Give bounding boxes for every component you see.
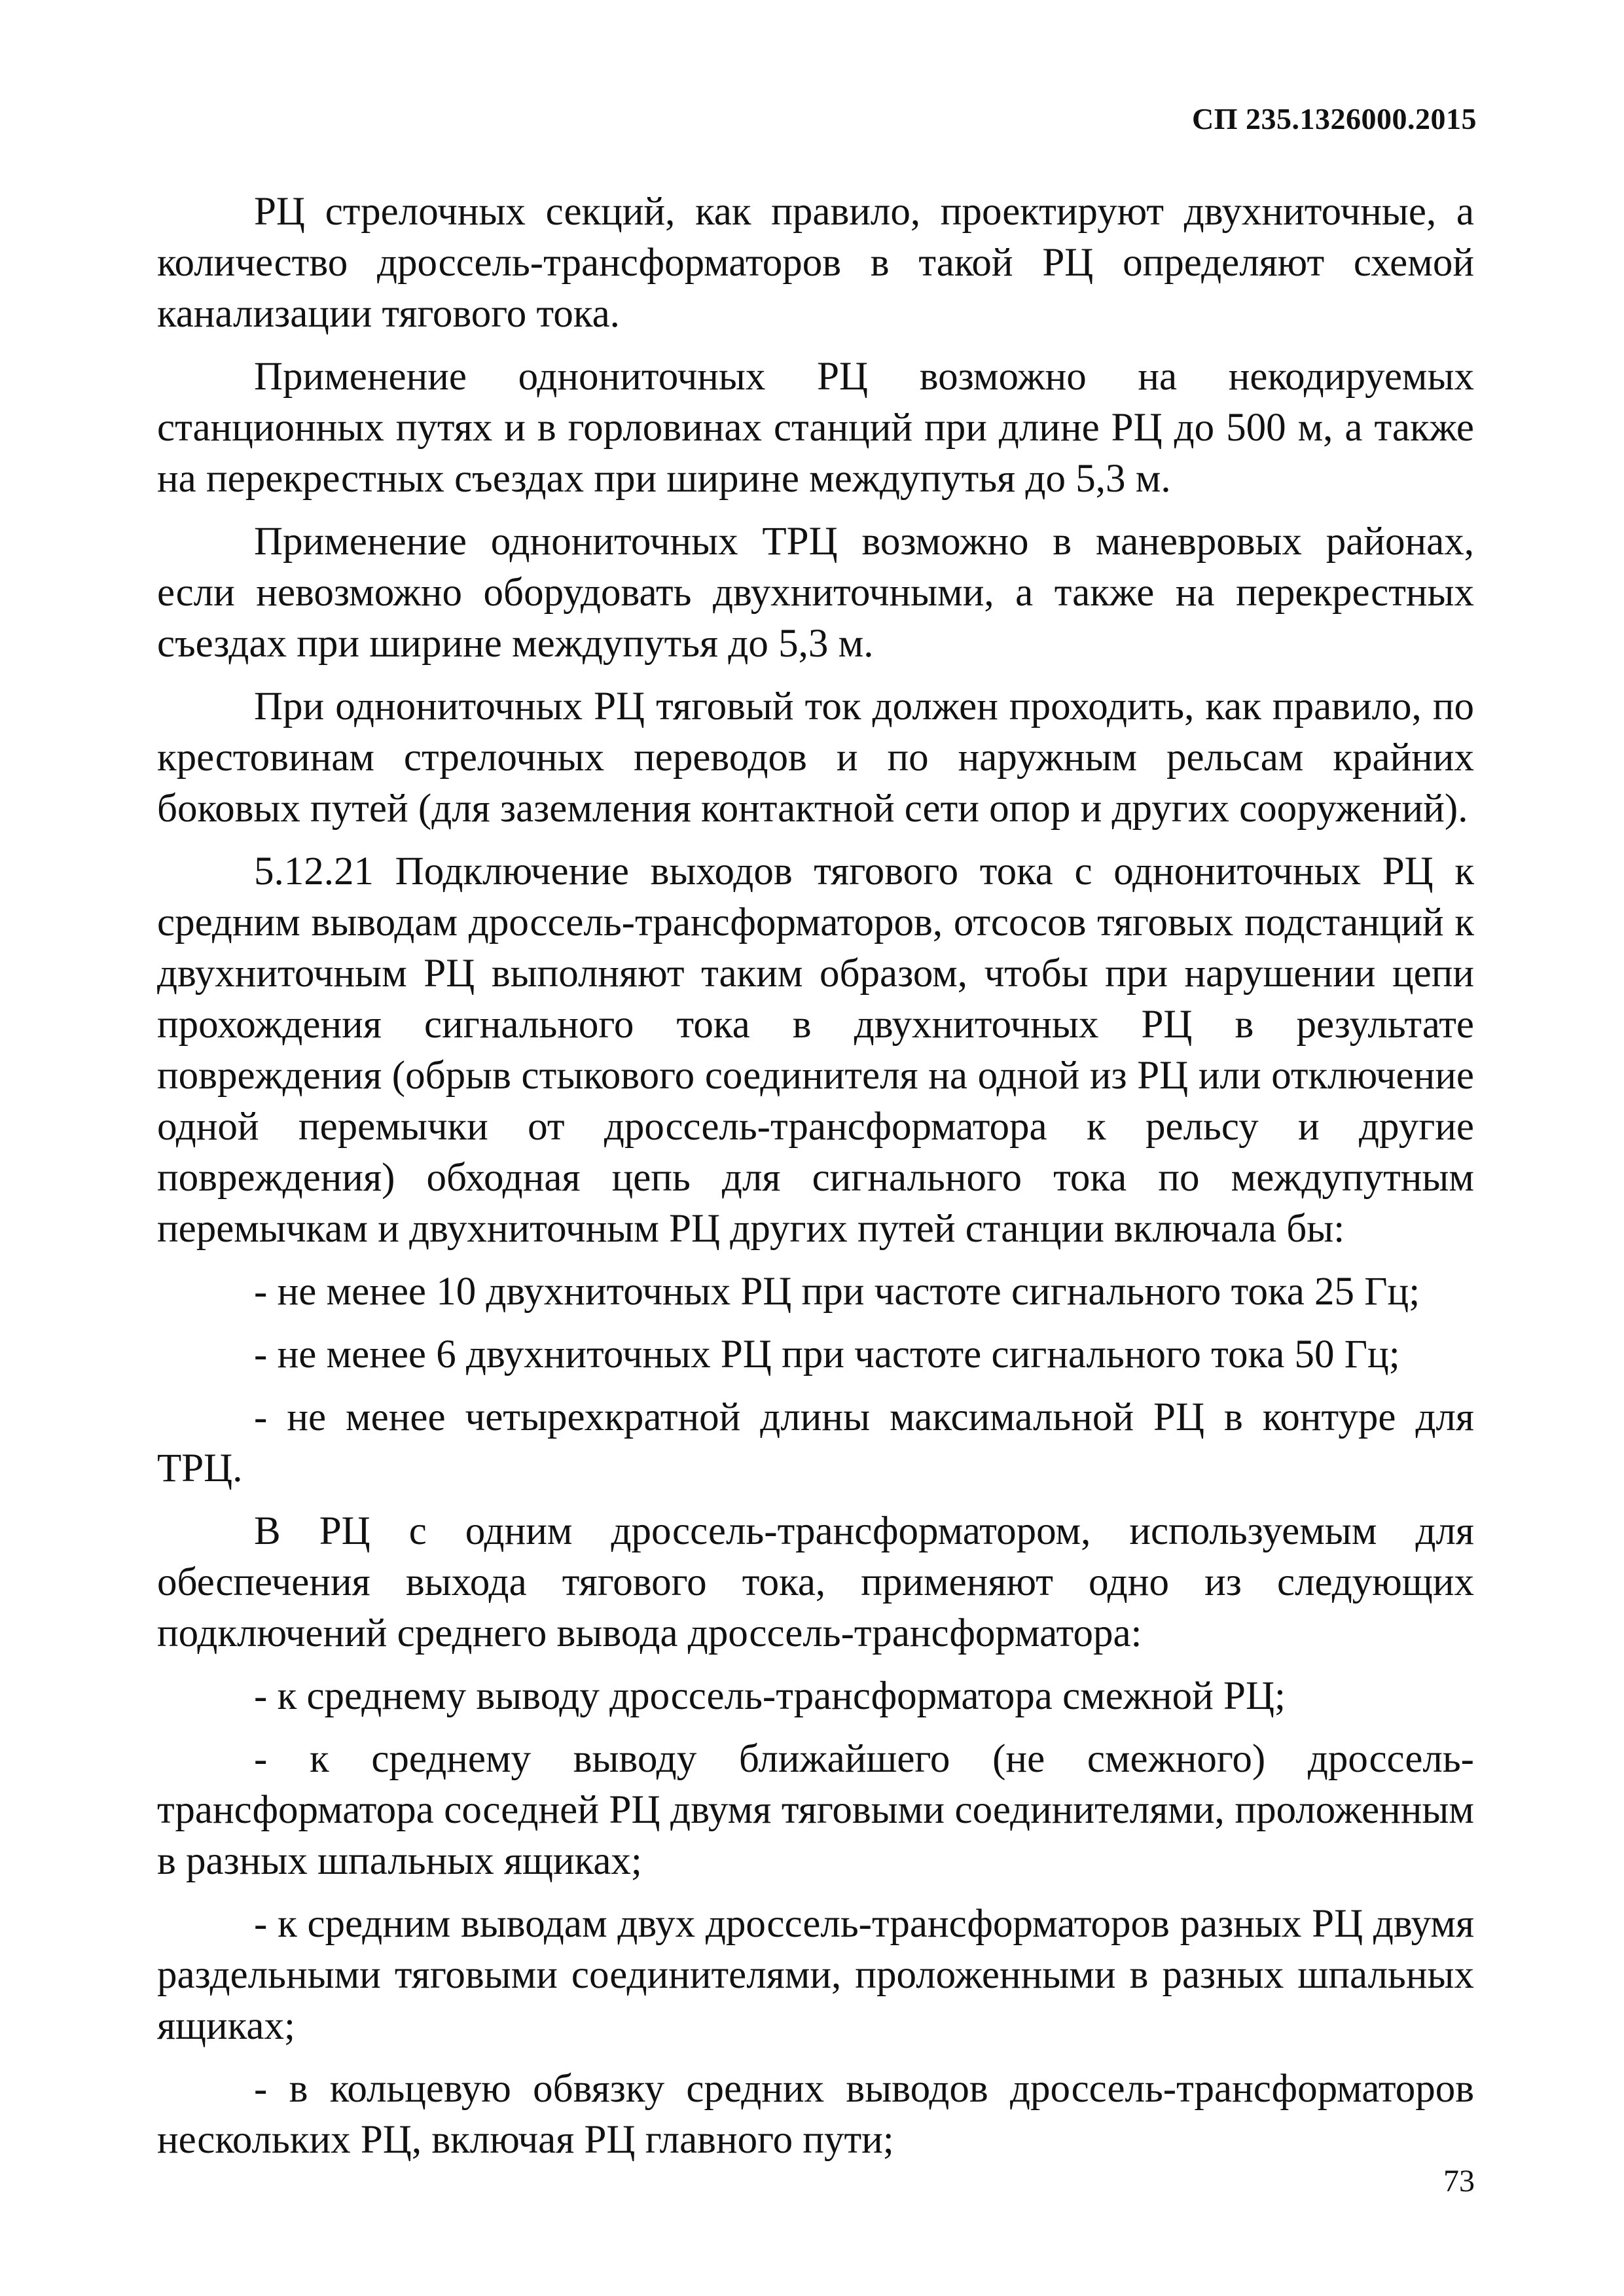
- document-code-header: СП 235.1326000.2015: [1192, 102, 1477, 135]
- list-item-5: - к среднему выводу ближайшего (не смежного) дроссель-трансформатора соседней РЦ двумя тяговыми соединителями, проложенным в разных шпальных ящиках;: [157, 1737, 1474, 1883]
- document-body: [157, 187, 1474, 2178]
- list-item-1: - не менее 10 двухниточных РЦ при частоте сигнального тока 25 Гц;: [254, 1270, 1420, 1314]
- paragraph-2: Применение однониточных РЦ возможно на некодируемых станционных путях и в горловинах станций при длине РЦ до 500 м, а также на перекрестных съездах при ширине междупутья до 5,3 м.: [157, 355, 1474, 501]
- list-item-7: - в кольцевую обвязку средних выводов дроссель-трансформаторов нескольких РЦ, включая РЦ главного пути;: [157, 2067, 1474, 2162]
- paragraph-1: РЦ стрелочных секций, как правило, проектируют двухниточные, а количество дроссель-трансформаторов в такой РЦ определяют схемой канализации тягового тока.: [157, 190, 1474, 336]
- paragraph-3: Применение однониточных ТРЦ возможно в маневровых районах, если невозможно оборудовать двухниточными, а также на перекрестных съездах при ширине междупутья до 5,3 м.: [157, 520, 1474, 666]
- list-item-6: - к средним выводам двух дроссель-трансформаторов разных РЦ двумя раздельными тяговыми соединителями, проложенными в разных шпальных ящиках;: [157, 1902, 1474, 2048]
- list-item-2: - не менее 6 двухниточных РЦ при частоте сигнального тока 50 Гц;: [254, 1333, 1400, 1376]
- paragraph-6: В РЦ с одним дроссель-трансформатором, используемым для обеспечения выхода тягового тока, применяют одно из следующих подключений среднего вывода дроссель-трансформатора:: [157, 1509, 1474, 1655]
- paragraph-5-12-21: 5.12.21 Подключение выходов тягового тока с однониточных РЦ к средним выводам дроссель-трансформаторов, отсосов тяговых подстанций к двухниточным РЦ выполняют таким образом, чтобы при нарушении цепи прохождения сигнального тока в двухниточных РЦ в результате повреждения (обрыв стыкового соединителя на одной из РЦ или отключение одной перемычки от дроссель-трансформатора к рельсу и другие повреждения) обходная цепь для сигнального тока по междупутным перемычкам и двухниточным РЦ других путей станции включала бы:: [157, 850, 1474, 1251]
- page-number: 73: [1443, 2164, 1475, 2198]
- list-item-4: - к среднему выводу дроссель-трансформатора смежной РЦ;: [254, 1674, 1286, 1718]
- paragraph-4: При однониточных РЦ тяговый ток должен проходить, как правило, по крестовинам стрелочных переводов и по наружным рельсам крайних боковых путей (для заземления контактной сети опор и других сооружений).: [157, 685, 1474, 831]
- list-item-3: - не менее четырехкратной длины максимальной РЦ в контуре для ТРЦ.: [157, 1395, 1474, 1490]
